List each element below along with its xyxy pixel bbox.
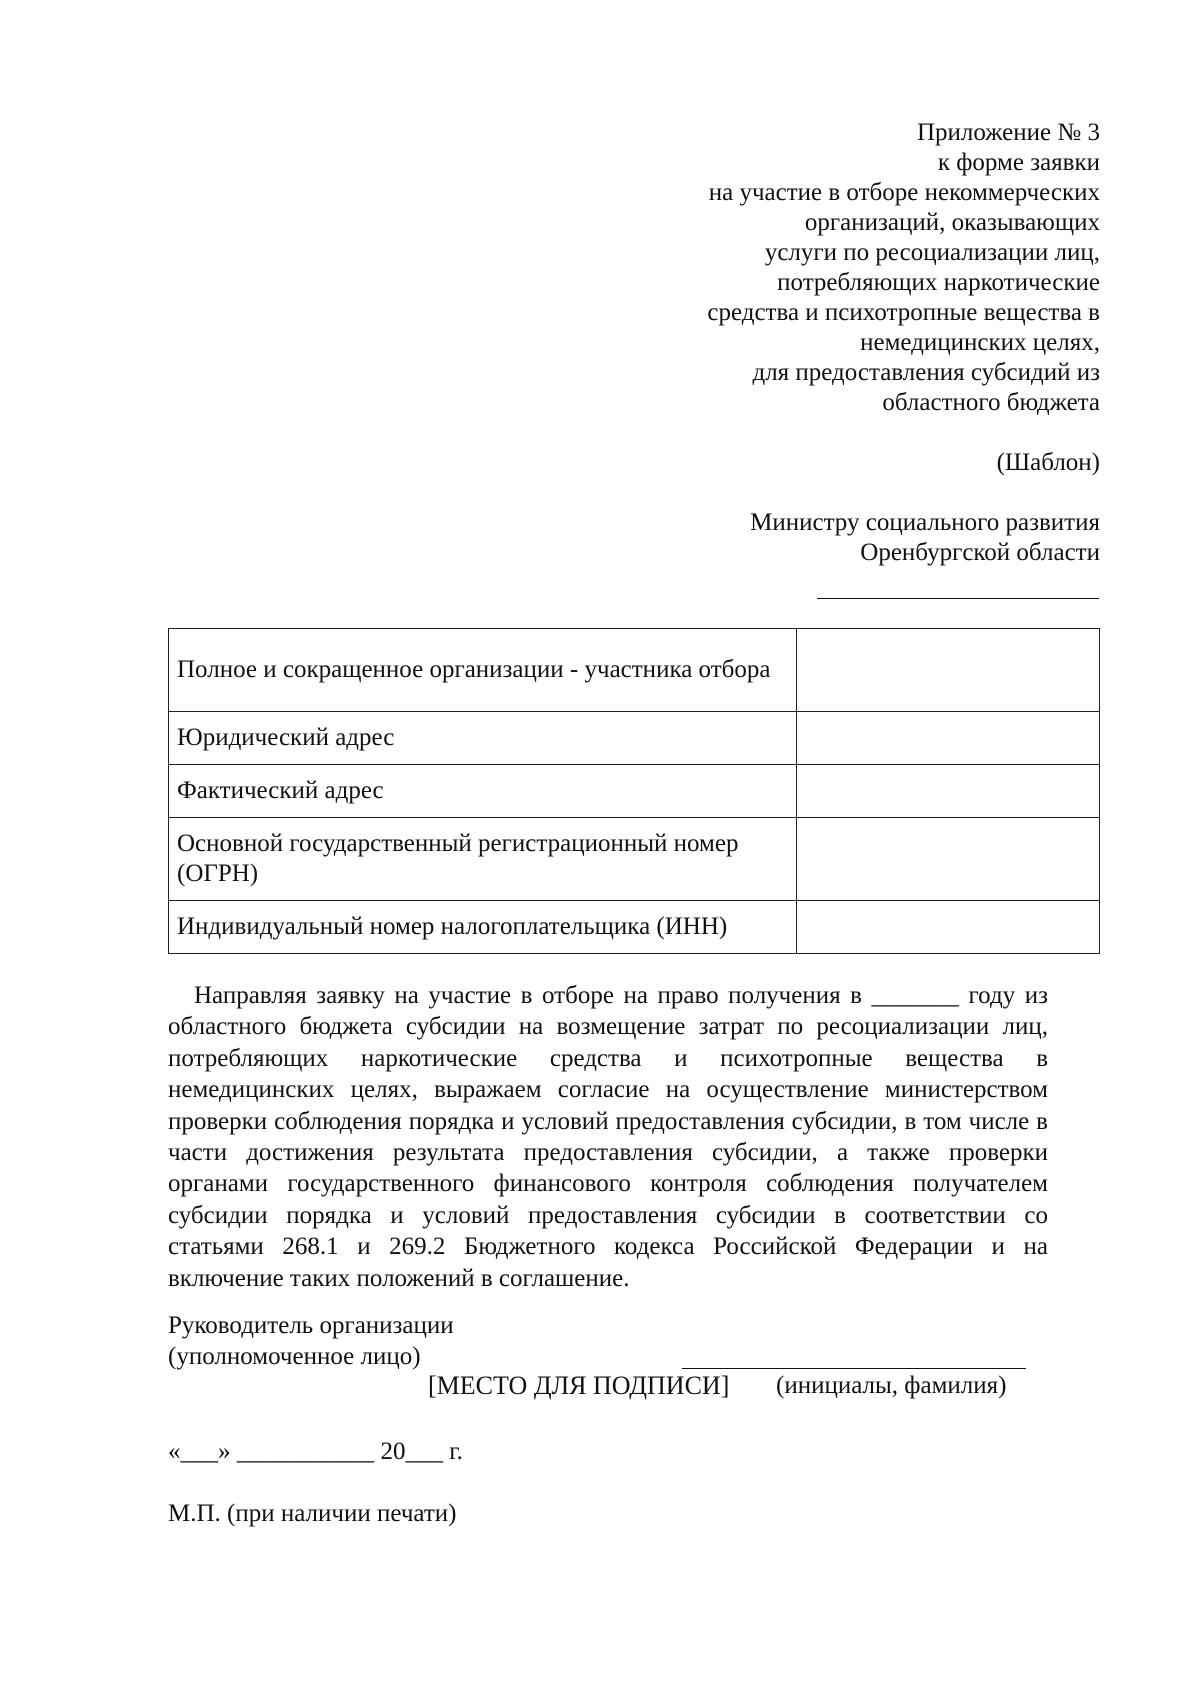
addressee-block bbox=[750, 508, 1100, 568]
appendix-line: немедицинских целях, bbox=[860, 329, 1100, 356]
template-label: (Шаблон) bbox=[996, 449, 1100, 476]
addressee-line-1: Министру социального развития bbox=[750, 509, 1100, 536]
signatory-block bbox=[168, 1310, 454, 1372]
row-value-legal-address bbox=[797, 712, 1100, 765]
table-row bbox=[169, 901, 1100, 954]
date-line: «___» ___________ 20___ г. bbox=[168, 1438, 463, 1465]
appendix-line: организаций, оказывающих bbox=[804, 209, 1100, 236]
appendix-line: к форме заявки bbox=[937, 149, 1100, 176]
table-row bbox=[169, 765, 1100, 818]
appendix-line: потребляющих наркотические bbox=[777, 269, 1100, 296]
signature-blank-line bbox=[682, 1368, 1026, 1369]
row-label-legal-address: Юридический адрес bbox=[169, 712, 797, 765]
row-value-full-name bbox=[797, 629, 1100, 712]
addressee-line-2: Оренбургской области bbox=[860, 539, 1100, 566]
row-label-actual-address: Фактический адрес bbox=[169, 765, 797, 818]
appendix-line: услуги по ресоциализации лиц, bbox=[764, 239, 1100, 266]
table-row bbox=[169, 818, 1100, 901]
signatory-title: Руководитель организации bbox=[168, 1312, 454, 1339]
addressee-blank-line bbox=[817, 598, 1099, 599]
stamp-note: М.П. (при наличии печати) bbox=[168, 1500, 457, 1527]
consent-paragraph: Направляя заявку на участие в отборе на право получения в _______ году из областного бюджета субсидии на возмещение затрат по ресоциализации лиц, потребляющих наркотические средства и психотропные вещества в немедицинских целях, выражаем согласие на осуществление министерством проверки соблюдения порядка и условий предоставления субсидии, в том числе в части достижения результата предоставления субсидии, а также проверки органами государственного финансового контроля соблюдения получателем субсидии порядка и условий предоставления субсидии в соответствии со статьями 268.1 и 269.2 Бюджетного кодекса Российской Федерации и на включение таких положений в соглашение. bbox=[168, 982, 1048, 1292]
row-label-inn: Индивидуальный номер налогоплательщика (ИНН) bbox=[169, 901, 797, 954]
table-row bbox=[169, 629, 1100, 712]
signature-placeholder: [МЕСТО ДЛЯ ПОДПИСИ] bbox=[428, 1371, 730, 1400]
row-value-inn bbox=[797, 901, 1100, 954]
appendix-line: для предоставления субсидий из bbox=[752, 359, 1100, 386]
appendix-line: областного бюджета bbox=[882, 389, 1100, 416]
signature-initials-caption: (инициалы, фамилия) bbox=[776, 1372, 1007, 1399]
appendix-line: средства и психотропные вещества в bbox=[707, 299, 1100, 326]
table-row bbox=[169, 712, 1100, 765]
appendix-line: Приложение № 3 bbox=[916, 119, 1100, 146]
appendix-line: на участие в отборе некоммерческих bbox=[708, 179, 1100, 206]
row-label-full-name: Полное и сокращенное организации - участника отбора bbox=[169, 629, 797, 712]
row-value-ogrn bbox=[797, 818, 1100, 901]
row-label-ogrn: Основной государственный регистрационный номер (ОГРН) bbox=[169, 818, 797, 901]
signatory-subtitle: (уполномоченное лицо) bbox=[168, 1343, 421, 1370]
organization-info-table bbox=[168, 628, 1100, 954]
row-value-actual-address bbox=[797, 765, 1100, 818]
appendix-header bbox=[707, 118, 1100, 418]
